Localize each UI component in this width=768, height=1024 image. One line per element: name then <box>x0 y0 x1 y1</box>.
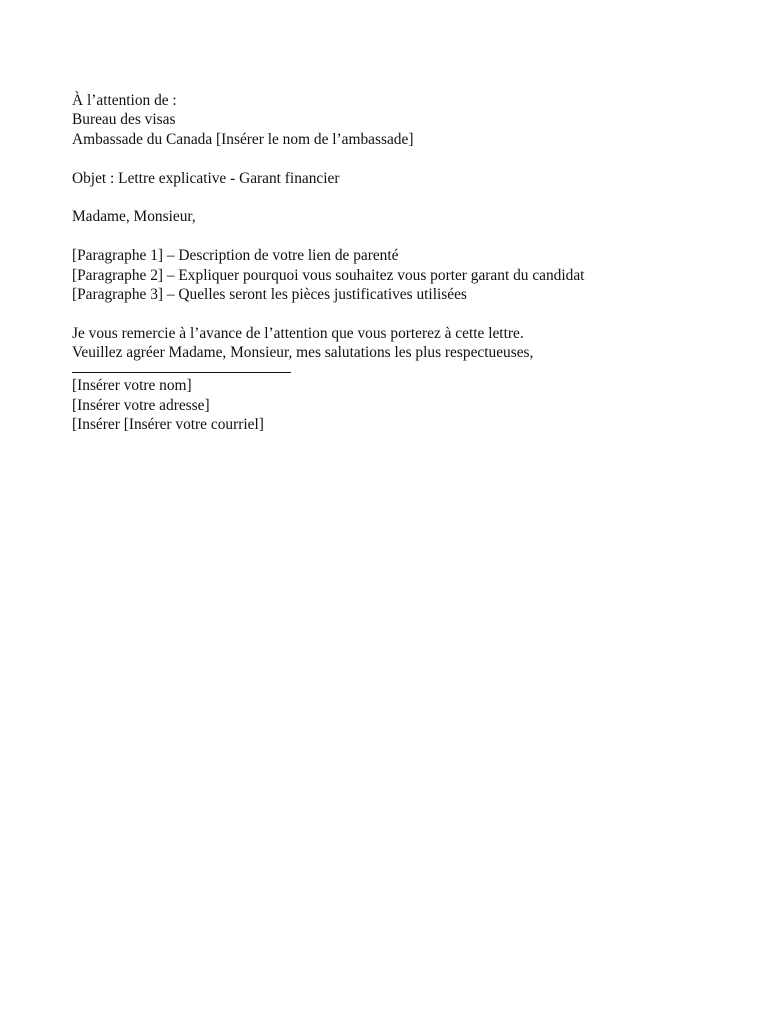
attention-line: À l’attention de : <box>72 92 177 109</box>
closing-thanks: Je vous remercie à l’avance de l’attention que vous porterez à cette lettre. <box>72 324 524 342</box>
signature-email: [Insérer [Insérer votre courriel] <box>72 416 264 434</box>
signature-name: [Insérer votre nom] <box>72 377 192 395</box>
spacer <box>72 304 712 323</box>
closing-regards: Veuillez agréer Madame, Monsieur, mes salutations les plus respectueuses, <box>72 344 534 362</box>
visa-office-line: Bureau des visas <box>72 111 176 129</box>
paragraph-3: [Paragraphe 3] – Quelles seront les pièces justificatives utilisées <box>72 285 467 303</box>
spacer <box>72 227 712 246</box>
letter-body <box>72 91 712 435</box>
paragraph-1: [Paragraphe 1] – Description de votre lien de parenté <box>72 247 399 265</box>
spacer <box>72 188 712 207</box>
spacer <box>72 149 712 168</box>
signature-address: [Insérer votre adresse] <box>72 396 210 414</box>
salutation: Madame, Monsieur, <box>72 208 196 226</box>
paragraph-2: [Paragraphe 2] – Expliquer pourquoi vous souhaitez vous porter garant du candidat <box>72 266 585 284</box>
signature-line <box>72 362 291 373</box>
subject-line: Objet : Lettre explicative - Garant financier <box>72 169 340 187</box>
embassy-line: Ambassade du Canada [Insérer le nom de l’ambassade] <box>72 130 414 148</box>
